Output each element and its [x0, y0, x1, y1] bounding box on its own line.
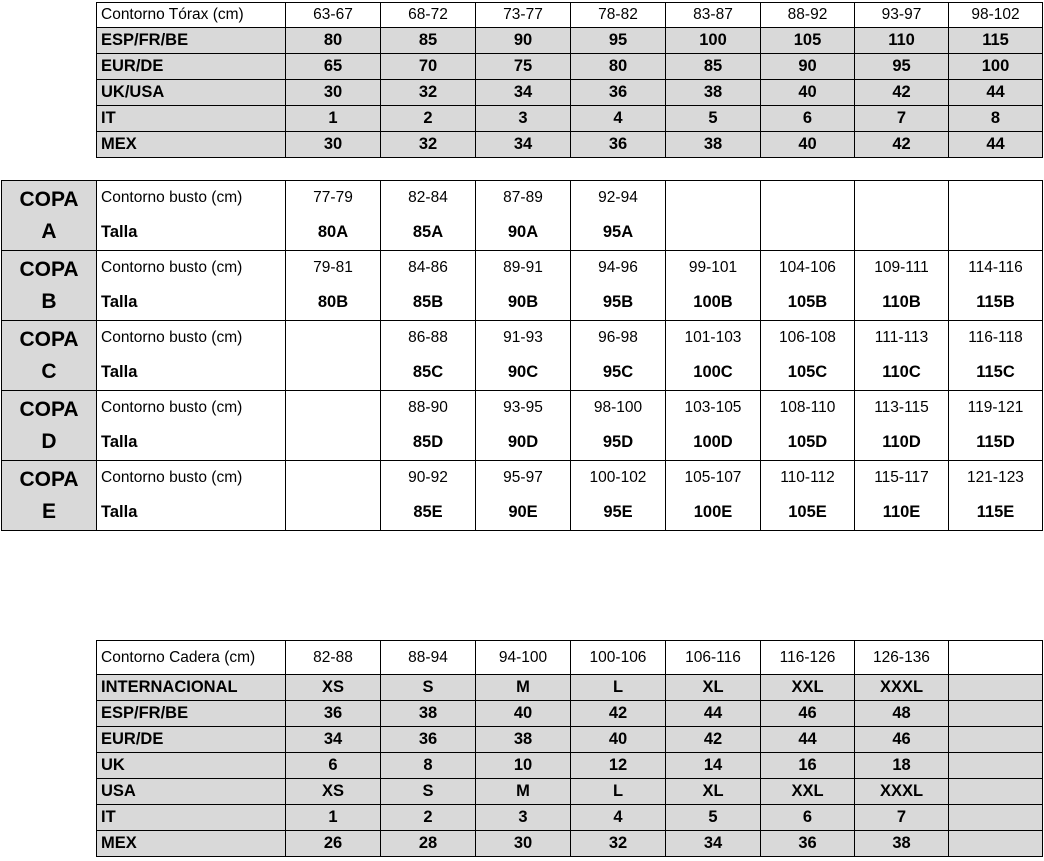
bust-range-cell: 90-92: [381, 461, 476, 496]
header-row: [97, 641, 1043, 675]
size-value-cell: 44: [761, 727, 855, 753]
size-value-cell: S: [381, 675, 476, 701]
bust-range-cell: 92-94: [571, 181, 666, 216]
bust-range-cell: 84-86: [381, 251, 476, 286]
size-value-cell: 5: [666, 106, 761, 132]
cup-size-cell: 90A: [476, 216, 571, 251]
size-value-cell: 46: [855, 727, 949, 753]
size-value-cell: 65: [286, 54, 381, 80]
size-value-cell: XS: [286, 779, 381, 805]
cup-name-line1: COPA: [19, 327, 79, 351]
bust-range-cell: 119-121: [949, 391, 1043, 426]
cup-size-cell: 100B: [666, 286, 761, 321]
table-row: [97, 831, 1043, 857]
size-value-cell: [949, 753, 1043, 779]
header-label-cell: Contorno Tórax (cm): [97, 3, 286, 28]
size-value-cell: 100: [949, 54, 1043, 80]
size-value-cell: 2: [381, 805, 476, 831]
size-value-cell: 8: [949, 106, 1043, 132]
size-value-cell: XXL: [761, 675, 855, 701]
cup-size-cell: 95E: [571, 496, 666, 531]
size-value-cell: 1: [286, 106, 381, 132]
bust-label-cell: Contorno busto (cm): [97, 181, 286, 216]
cup-size-cell: 95C: [571, 356, 666, 391]
size-value-cell: 85: [666, 54, 761, 80]
bust-range-cell: 91-93: [476, 321, 571, 356]
cup-size-cell: 105B: [761, 286, 855, 321]
size-value-cell: 18: [855, 753, 949, 779]
bust-range-cell: 79-81: [286, 251, 381, 286]
size-value-cell: 36: [286, 701, 381, 727]
cup-size-cell: 115B: [949, 286, 1043, 321]
cup-size-cell: 85E: [381, 496, 476, 531]
bust-range-cell: 104-106: [761, 251, 855, 286]
cup-size-cell: 110E: [855, 496, 949, 531]
bust-range-cell: 98-100: [571, 391, 666, 426]
cup-bust-row: [2, 321, 1043, 356]
cup-size-cell: 105D: [761, 426, 855, 461]
cup-size-row: [2, 286, 1043, 321]
size-value-cell: 1: [286, 805, 381, 831]
size-value-cell: 44: [666, 701, 761, 727]
bust-range-cell: [761, 181, 855, 216]
size-value-cell: 40: [476, 701, 571, 727]
size-value-cell: 44: [949, 80, 1043, 106]
cup-name-line2: E: [41, 499, 56, 523]
header-range-cell: 73-77: [476, 3, 571, 28]
cup-size-cell: [855, 216, 949, 251]
bust-label-cell: Contorno busto (cm): [97, 321, 286, 356]
header-label-cell: Contorno Cadera (cm): [97, 641, 286, 675]
cup-size-cell: 80B: [286, 286, 381, 321]
cup-name-line1: COPA: [19, 257, 79, 281]
cup-size-cell: 115C: [949, 356, 1043, 391]
bust-range-cell: 93-95: [476, 391, 571, 426]
cup-name-cell: [2, 251, 97, 321]
row-label-cell: INTERNACIONAL: [97, 675, 286, 701]
size-value-cell: M: [476, 779, 571, 805]
bust-range-cell: 95-97: [476, 461, 571, 496]
cup-size-cell: 90B: [476, 286, 571, 321]
bust-label-cell: Contorno busto (cm): [97, 461, 286, 496]
header-range-cell: 78-82: [571, 3, 666, 28]
header-range-cell: 63-67: [286, 3, 381, 28]
size-value-cell: 8: [381, 753, 476, 779]
cup-size-cell: 95A: [571, 216, 666, 251]
cup-table-body: [2, 181, 1043, 531]
row-label-cell: UK: [97, 753, 286, 779]
hip-size-table: [96, 640, 1043, 857]
size-value-cell: XS: [286, 675, 381, 701]
size-value-cell: [949, 831, 1043, 857]
table-row: [97, 675, 1043, 701]
size-label-cell: Talla: [97, 286, 286, 321]
size-value-cell: L: [571, 779, 666, 805]
header-range-cell: [949, 641, 1043, 675]
bust-range-cell: 105-107: [666, 461, 761, 496]
cup-size-cell: 105E: [761, 496, 855, 531]
size-value-cell: 42: [855, 132, 949, 158]
cup-size-cell: 110D: [855, 426, 949, 461]
table-row: [97, 132, 1043, 158]
row-label-cell: IT: [97, 805, 286, 831]
row-label-cell: UK/USA: [97, 80, 286, 106]
size-value-cell: 16: [761, 753, 855, 779]
size-value-cell: 90: [476, 28, 571, 54]
cup-bust-row: [2, 391, 1043, 426]
cup-size-table: [1, 180, 1043, 531]
bust-range-cell: [286, 321, 381, 356]
size-value-cell: 115: [949, 28, 1043, 54]
cup-name-line2: A: [41, 219, 57, 243]
row-label-cell: EUR/DE: [97, 727, 286, 753]
cup-name-line2: C: [41, 359, 57, 383]
cup-size-cell: 85D: [381, 426, 476, 461]
bust-range-cell: [855, 181, 949, 216]
row-label-cell: USA: [97, 779, 286, 805]
cup-name-line1: COPA: [19, 397, 79, 421]
size-value-cell: 100: [666, 28, 761, 54]
cup-size-cell: [286, 496, 381, 531]
bust-range-cell: 101-103: [666, 321, 761, 356]
bust-range-cell: 103-105: [666, 391, 761, 426]
table-row: [97, 106, 1043, 132]
header-range-cell: 94-100: [476, 641, 571, 675]
size-value-cell: [949, 701, 1043, 727]
size-value-cell: 38: [381, 701, 476, 727]
cup-size-cell: 115E: [949, 496, 1043, 531]
size-value-cell: 42: [666, 727, 761, 753]
size-value-cell: 26: [286, 831, 381, 857]
header-range-cell: 93-97: [855, 3, 949, 28]
size-value-cell: 90: [761, 54, 855, 80]
bust-range-cell: [949, 181, 1043, 216]
hip-table-body: [97, 641, 1043, 857]
cup-size-cell: [666, 216, 761, 251]
size-value-cell: 36: [381, 727, 476, 753]
size-value-cell: 32: [571, 831, 666, 857]
table-row: [97, 80, 1043, 106]
size-value-cell: 3: [476, 106, 571, 132]
cup-size-row: [2, 216, 1043, 251]
cup-size-cell: 115D: [949, 426, 1043, 461]
cup-name-cell: [2, 461, 97, 531]
cup-size-cell: 85A: [381, 216, 476, 251]
size-value-cell: 30: [476, 831, 571, 857]
cup-bust-row: [2, 251, 1043, 286]
size-value-cell: 110: [855, 28, 949, 54]
size-value-cell: 12: [571, 753, 666, 779]
header-range-cell: 68-72: [381, 3, 476, 28]
size-value-cell: [949, 805, 1043, 831]
table-row: [97, 727, 1043, 753]
size-value-cell: 34: [476, 132, 571, 158]
size-value-cell: XL: [666, 675, 761, 701]
cup-size-cell: 85B: [381, 286, 476, 321]
bust-range-cell: 116-118: [949, 321, 1043, 356]
size-value-cell: 6: [761, 106, 855, 132]
cup-size-cell: 90D: [476, 426, 571, 461]
bust-range-cell: 87-89: [476, 181, 571, 216]
table-row: [97, 779, 1043, 805]
size-value-cell: 32: [381, 132, 476, 158]
bust-range-cell: 99-101: [666, 251, 761, 286]
cup-size-cell: 95D: [571, 426, 666, 461]
table-row: [97, 28, 1043, 54]
chest-table-body: [97, 3, 1043, 158]
size-value-cell: 46: [761, 701, 855, 727]
size-label-cell: Talla: [97, 356, 286, 391]
cup-size-row: [2, 496, 1043, 531]
cup-size-cell: [286, 356, 381, 391]
cup-size-cell: 100E: [666, 496, 761, 531]
size-value-cell: L: [571, 675, 666, 701]
cup-size-cell: 100C: [666, 356, 761, 391]
bust-range-cell: 111-113: [855, 321, 949, 356]
bust-range-cell: 115-117: [855, 461, 949, 496]
cup-size-cell: [286, 426, 381, 461]
cup-size-cell: 105C: [761, 356, 855, 391]
bust-range-cell: 114-116: [949, 251, 1043, 286]
size-value-cell: 42: [855, 80, 949, 106]
size-value-cell: 36: [571, 80, 666, 106]
size-value-cell: XXXL: [855, 779, 949, 805]
cup-size-row: [2, 426, 1043, 461]
bust-range-cell: [666, 181, 761, 216]
cup-bust-row: [2, 181, 1043, 216]
size-label-cell: Talla: [97, 216, 286, 251]
cup-name-cell: [2, 181, 97, 251]
cup-size-cell: 85C: [381, 356, 476, 391]
header-row: [97, 3, 1043, 28]
bust-label-cell: Contorno busto (cm): [97, 251, 286, 286]
bust-range-cell: [286, 391, 381, 426]
cup-name-cell: [2, 321, 97, 391]
size-value-cell: 36: [761, 831, 855, 857]
size-value-cell: 4: [571, 106, 666, 132]
size-value-cell: [949, 727, 1043, 753]
chest-size-table: [96, 2, 1043, 158]
size-value-cell: 38: [666, 132, 761, 158]
header-range-cell: 100-106: [571, 641, 666, 675]
header-range-cell: 88-92: [761, 3, 855, 28]
row-label-cell: ESP/FR/BE: [97, 28, 286, 54]
size-value-cell: XL: [666, 779, 761, 805]
size-value-cell: 7: [855, 106, 949, 132]
size-value-cell: 34: [476, 80, 571, 106]
bust-range-cell: 88-90: [381, 391, 476, 426]
size-value-cell: XXL: [761, 779, 855, 805]
size-value-cell: 4: [571, 805, 666, 831]
size-value-cell: 38: [476, 727, 571, 753]
size-value-cell: 44: [949, 132, 1043, 158]
size-value-cell: 70: [381, 54, 476, 80]
bust-range-cell: [286, 461, 381, 496]
bust-range-cell: 108-110: [761, 391, 855, 426]
size-value-cell: 38: [666, 80, 761, 106]
size-value-cell: 7: [855, 805, 949, 831]
row-label-cell: MEX: [97, 132, 286, 158]
bust-range-cell: 94-96: [571, 251, 666, 286]
bust-range-cell: 106-108: [761, 321, 855, 356]
size-value-cell: 28: [381, 831, 476, 857]
size-value-cell: 10: [476, 753, 571, 779]
header-range-cell: 106-116: [666, 641, 761, 675]
cup-name-line1: COPA: [19, 467, 79, 491]
size-value-cell: 3: [476, 805, 571, 831]
bust-range-cell: 110-112: [761, 461, 855, 496]
size-value-cell: [949, 779, 1043, 805]
size-value-cell: 105: [761, 28, 855, 54]
bust-range-cell: 96-98: [571, 321, 666, 356]
table-row: [97, 805, 1043, 831]
cup-size-cell: 110B: [855, 286, 949, 321]
bust-range-cell: 86-88: [381, 321, 476, 356]
cup-size-cell: 90C: [476, 356, 571, 391]
size-value-cell: [949, 675, 1043, 701]
cup-size-cell: 110C: [855, 356, 949, 391]
cup-bust-row: [2, 461, 1043, 496]
size-value-cell: 5: [666, 805, 761, 831]
cup-size-cell: [761, 216, 855, 251]
cup-name-line1: COPA: [19, 187, 79, 211]
size-value-cell: 36: [571, 132, 666, 158]
header-range-cell: 116-126: [761, 641, 855, 675]
cup-size-cell: [949, 216, 1043, 251]
size-value-cell: 30: [286, 132, 381, 158]
size-value-cell: 6: [286, 753, 381, 779]
cup-name-cell: [2, 391, 97, 461]
header-range-cell: 83-87: [666, 3, 761, 28]
row-label-cell: IT: [97, 106, 286, 132]
bust-range-cell: 109-111: [855, 251, 949, 286]
size-value-cell: 95: [571, 28, 666, 54]
size-label-cell: Talla: [97, 426, 286, 461]
size-label-cell: Talla: [97, 496, 286, 531]
bust-range-cell: 77-79: [286, 181, 381, 216]
size-value-cell: 40: [761, 132, 855, 158]
cup-size-cell: 100D: [666, 426, 761, 461]
row-label-cell: ESP/FR/BE: [97, 701, 286, 727]
header-range-cell: 98-102: [949, 3, 1043, 28]
bust-range-cell: 89-91: [476, 251, 571, 286]
table-row: [97, 753, 1043, 779]
size-value-cell: 34: [286, 727, 381, 753]
size-value-cell: 80: [571, 54, 666, 80]
row-label-cell: EUR/DE: [97, 54, 286, 80]
cup-size-row: [2, 356, 1043, 391]
size-value-cell: 32: [381, 80, 476, 106]
bust-label-cell: Contorno busto (cm): [97, 391, 286, 426]
size-value-cell: 85: [381, 28, 476, 54]
size-value-cell: 38: [855, 831, 949, 857]
row-label-cell: MEX: [97, 831, 286, 857]
bust-range-cell: 82-84: [381, 181, 476, 216]
size-value-cell: 2: [381, 106, 476, 132]
size-value-cell: 80: [286, 28, 381, 54]
size-value-cell: 75: [476, 54, 571, 80]
size-value-cell: S: [381, 779, 476, 805]
cup-name-line2: B: [41, 289, 57, 313]
size-value-cell: XXXL: [855, 675, 949, 701]
header-range-cell: 126-136: [855, 641, 949, 675]
size-value-cell: 30: [286, 80, 381, 106]
bust-range-cell: 121-123: [949, 461, 1043, 496]
size-value-cell: M: [476, 675, 571, 701]
size-value-cell: 34: [666, 831, 761, 857]
size-value-cell: 95: [855, 54, 949, 80]
header-range-cell: 88-94: [381, 641, 476, 675]
size-value-cell: 42: [571, 701, 666, 727]
table-row: [97, 54, 1043, 80]
cup-size-cell: 90E: [476, 496, 571, 531]
size-value-cell: 40: [571, 727, 666, 753]
bust-range-cell: 113-115: [855, 391, 949, 426]
size-value-cell: 14: [666, 753, 761, 779]
cup-size-cell: 95B: [571, 286, 666, 321]
bust-range-cell: 100-102: [571, 461, 666, 496]
size-value-cell: 40: [761, 80, 855, 106]
size-value-cell: 6: [761, 805, 855, 831]
cup-size-cell: 80A: [286, 216, 381, 251]
header-range-cell: 82-88: [286, 641, 381, 675]
cup-name-line2: D: [41, 429, 57, 453]
table-row: [97, 701, 1043, 727]
size-value-cell: 48: [855, 701, 949, 727]
